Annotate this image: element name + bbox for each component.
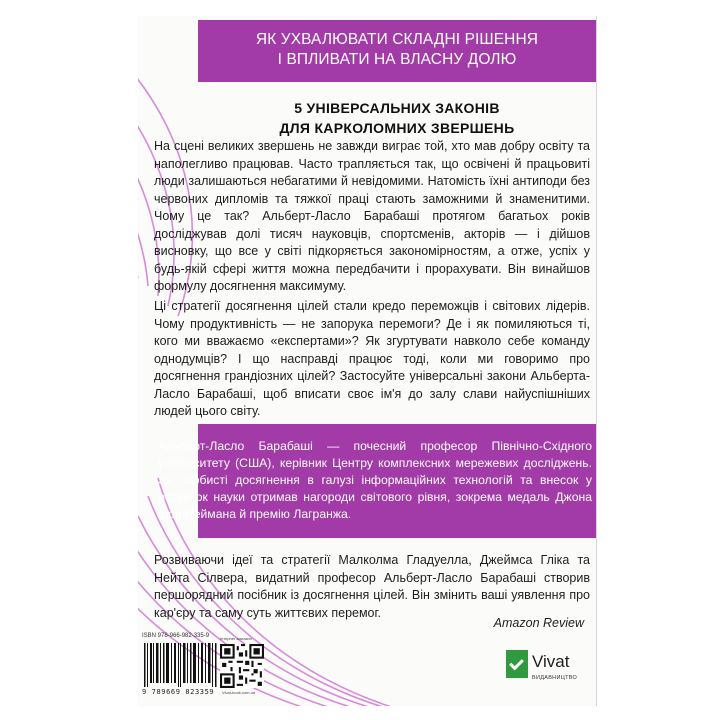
publisher-subtitle: ВИДАВНИЦТВО [532,675,578,681]
title-line-2: І ВПЛИВАТИ НА ВЛАСНУ ДОЛЮ [277,51,517,68]
barcode-number: 9 789669 823359 [142,688,215,696]
isbn-text: ISBN 978-966-982-335-9 [142,633,210,639]
publisher-name: Vivat [532,652,570,671]
title-banner [198,20,596,82]
subtitle-line-1: 5 УНІВЕРСАЛЬНИХ ЗАКОНІВ [294,100,500,116]
review-quote: Розвиваючи ідеї та стратегії Малколма Гладуелла, Джеймса Гліка та Нейта Сілвера, видатний професор Альберт-Ласло Барабаші створив першорядний посібник із досягнення цілей. Він змінить ваші уявлення про кар'єру та саму суть життєвих перемог. [154,553,590,620]
publisher-logo [506,650,582,692]
author-bio: Альберт-Ласло Барабаші — почесний професор Північно-Східного університету (США), керівник Центру комплексних мережевих досліджень. За особисті досягнення в галузі інформаційних технологій та внесок у розвиток науки отримав нагороди світового рівня, зокрема медаль Джона фон Неймана й премію Лагранжа. [158,439,592,521]
subtitle [198,98,596,138]
description-paragraph-1: На сцені великих звершень не завжди виграє той, хто мав добру освіту та наполегливо працював. Часто трапляється так, що освічені й працьовиті люди залишаються небагатими й невідомими. Натомість їхні антиподи без червоних дипломів та тяжкої праці стають заможними й знаменитими. Чому це так? Альберт-Ласло Барабаші протягом багатьох років досліджував долі тисяч науковців, спортсменів, акторів — і дійшов висновку, що все у світі підкоряється закономірностям, а отже, успіх у будь-якій сфері життя можна передбачити і прорахувати. Він винайшов формулу досягнення максимуму. [154,139,590,293]
qr-label: Інтернет-магазин [220,636,252,641]
barcode-image [142,643,218,687]
qr-caption: Vivat-book.com.ua [222,690,256,695]
qr-code-image [220,644,264,688]
checkmark-icon [506,650,528,678]
book-back-cover [138,16,597,706]
title-line-1: ЯК УХВАЛЮВАТИ СКЛАДНІ РІШЕННЯ [255,31,539,48]
description-paragraph-2: Ці стратегії досягнення цілей стали кредо переможців і світових лідерів. Чому продуктивність — не запорука перемоги? Де і як помиляються ті, кого ми вважаємо «експертами»? Як згуртувати навколо себе команду однодумців? І що насправді працює тоді, коли ми говоримо про досягнення грандіозних цілей? Застосуйте універсальні закони Альберта-Ласло Барабаші, щоб вписати своє ім'я до залу слави найуспішніших людей цього світу. [154,299,590,418]
subtitle-line-2: ДЛЯ КАРКОЛОМНИХ ЗВЕРШЕНЬ [279,120,515,136]
review-source: Amazon Review [493,616,584,630]
